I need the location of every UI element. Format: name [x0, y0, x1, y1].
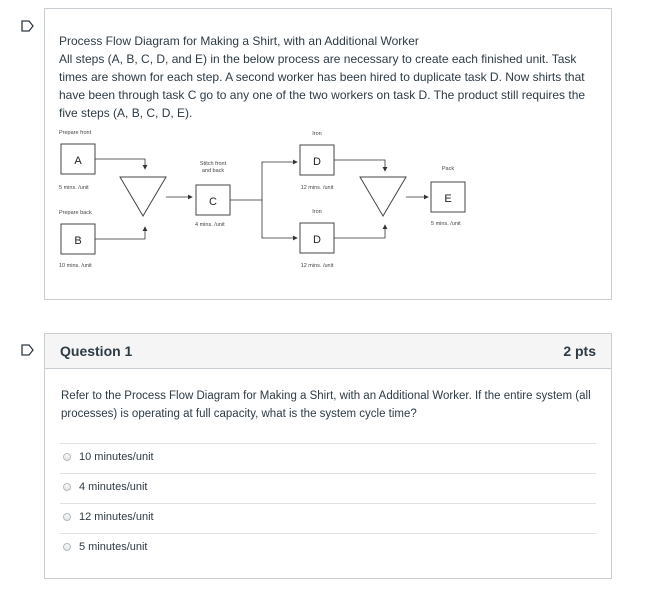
- question-header: [45, 334, 611, 369]
- intro-card: [44, 8, 612, 300]
- question-points: 2 pts: [563, 343, 596, 359]
- radio-button[interactable]: [63, 483, 71, 491]
- answer-divider: [60, 503, 596, 504]
- task-d2-name: Iron: [312, 209, 322, 215]
- answer-divider: [60, 443, 596, 444]
- task-c-time: 4 mins. /unit: [195, 222, 225, 228]
- answer-divider: [60, 533, 596, 534]
- task-d1-time: 12 mins. /unit: [300, 185, 334, 191]
- arrow-b-to-inventory: [95, 227, 145, 239]
- task-a-time: 5 mins. /unit: [59, 185, 89, 191]
- inventory-triangle-1: [120, 177, 166, 216]
- task-c-name-line2: and back: [201, 168, 225, 174]
- question-title: Question 1: [60, 343, 133, 359]
- answer-option[interactable]: [63, 478, 147, 496]
- task-b-letter: B: [74, 235, 82, 247]
- answer-option[interactable]: [63, 448, 154, 466]
- answer-label: 4 minutes/unit: [79, 481, 148, 493]
- intro-title: Process Flow Diagram for Making a Shirt, with an Additional Worker: [59, 34, 419, 48]
- radio-button[interactable]: [63, 543, 71, 551]
- task-d2-letter: D: [313, 234, 321, 246]
- task-c-name-line1: Stitch front: [199, 161, 227, 167]
- task-a-name: Prepare front: [59, 130, 92, 136]
- flag-question-icon[interactable]: [21, 344, 35, 356]
- answer-label: 10 minutes/unit: [79, 451, 154, 463]
- task-d1-name: Iron: [312, 131, 322, 137]
- question-card: [44, 333, 612, 579]
- task-b-name: Prepare back: [59, 210, 92, 216]
- arrow-d1-to-inventory: [334, 160, 385, 171]
- task-b-time: 10 mins. /unit: [59, 263, 92, 269]
- arrow-c-split: [230, 162, 297, 200]
- answer-option[interactable]: [63, 508, 154, 526]
- task-d1-letter: D: [313, 156, 321, 168]
- arrow-a-to-inventory: [95, 159, 145, 169]
- arrow-d2-to-inventory: [334, 225, 385, 238]
- answer-label: 5 minutes/unit: [79, 541, 148, 553]
- task-e-name: Pack: [441, 166, 455, 172]
- task-a-letter: A: [74, 155, 82, 167]
- task-e-letter: E: [444, 193, 452, 205]
- answer-divider: [60, 473, 596, 474]
- task-c-letter: C: [209, 196, 217, 208]
- answer-option[interactable]: [63, 538, 147, 556]
- task-d2-time: 12 mins. /unit: [300, 263, 334, 269]
- radio-button[interactable]: [63, 513, 71, 521]
- arrow-c-split-lower: [262, 200, 297, 238]
- question-text: Refer to the Process Flow Diagram for Making a Shirt, with an Additional Worker. If the entire system (all processes) is operating at full capacity, what is the system cycle time?: [61, 390, 591, 420]
- task-e-time: 5 mins. /unit: [431, 221, 461, 227]
- inventory-triangle-2: [360, 177, 406, 216]
- flag-question-icon[interactable]: [21, 20, 35, 32]
- intro-body: All steps (A, B, C, D, and E) in the below process are necessary to create each finished unit. Task times are shown for each step. A second worker has been hired to duplicate task D. Now shirts that have been through task C go to any one of the two workers on task D. The product still requires the five steps (A, B, C, D, E).: [59, 52, 586, 120]
- process-flow-diagram: [45, 9, 611, 299]
- radio-button[interactable]: [63, 453, 71, 461]
- answer-label: 12 minutes/unit: [79, 511, 154, 523]
